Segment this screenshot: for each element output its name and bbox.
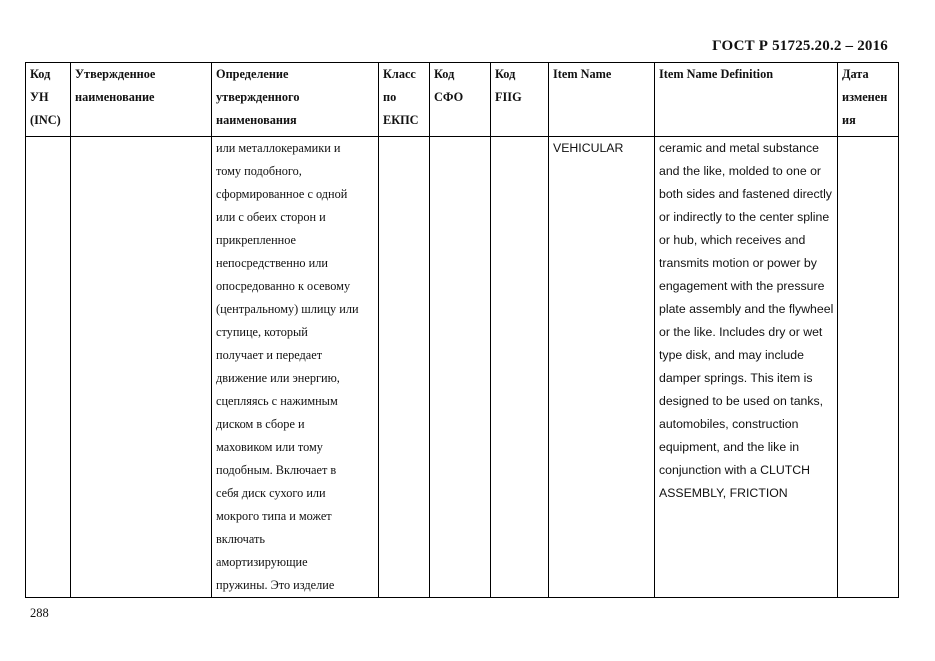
text-line: automobiles, construction: [659, 417, 799, 431]
header-approved-name: Утвержденное наименование: [71, 63, 212, 137]
text-line: включать: [216, 532, 265, 546]
text-line: непосредственно или: [216, 256, 328, 270]
header-item-name: Item Name: [549, 63, 655, 137]
cell-item-name-definition: [655, 137, 838, 598]
text-line: диском в сборе и: [216, 417, 305, 431]
cell-class-ekps: [379, 137, 430, 598]
header-definition: Определение утвержденного наименования: [212, 63, 379, 137]
text-line: мокрого типа и может: [216, 509, 332, 523]
header-class-ekps: Класс по ЕКПС: [379, 63, 430, 137]
page-number: 288: [30, 606, 49, 620]
text-line: или с обеих сторон и: [216, 210, 326, 224]
text-line: (центральному) шлицу или: [216, 302, 359, 316]
text-line: сформированное с одной: [216, 187, 348, 201]
text-line: or hub, which receives and: [659, 233, 806, 247]
text-line: plate assembly and the flywheel: [659, 302, 834, 316]
header-code-sfo: Код СФО: [430, 63, 491, 137]
text-line: движение или энергию,: [216, 371, 340, 385]
cell-code-sfo: [430, 137, 491, 598]
text-line: or indirectly to the center spline: [659, 210, 830, 224]
text-line: engagement with the pressure: [659, 279, 825, 293]
text-line: or the like. Includes dry or wet: [659, 325, 823, 339]
table-row: [26, 137, 899, 598]
text-line: подобным. Включает в: [216, 463, 337, 477]
text-line: transmits motion or power by: [659, 256, 817, 270]
text-line: and the like, molded to one or: [659, 164, 822, 178]
cell-code-fiig: [491, 137, 549, 598]
text-line: маховиком или тому: [216, 440, 323, 454]
text-line: both sides and fastened directly: [659, 187, 832, 201]
text-line: conjunction with a CLUTCH: [659, 463, 811, 477]
cell-definition-ru: [212, 137, 379, 598]
document-code: ГОСТ Р 51725.20.2 – 2016: [712, 38, 888, 54]
cell-inc: [26, 137, 71, 598]
cell-change-date: [838, 137, 899, 598]
text-line: или металлокерамики и: [216, 141, 341, 155]
catalog-table: [25, 62, 899, 598]
table-header-row: [26, 63, 899, 137]
text-line: тому подобного,: [216, 164, 302, 178]
text-line: ступице, который: [216, 325, 308, 339]
text-line: себя диск сухого или: [216, 486, 326, 500]
header-code-fiig: Код FIIG: [491, 63, 549, 137]
header-inc: Код УН (INC): [26, 63, 71, 137]
text-line: опосредованно к осевому: [216, 279, 351, 293]
text-line: type disk, and may include: [659, 348, 804, 362]
text-line: equipment, and the like in: [659, 440, 800, 454]
cell-item-name: VEHICULAR: [549, 137, 655, 598]
text-line: получает и передает: [216, 348, 323, 362]
text-line: прикрепленное: [216, 233, 296, 247]
text-line: ASSEMBLY, FRICTION: [659, 486, 788, 500]
text-line: сцепляясь с нажимным: [216, 394, 338, 408]
text-line: амортизирующие: [216, 555, 308, 569]
text-line: damper springs. This item is: [659, 371, 813, 385]
header-item-name-definition: Item Name Definition: [655, 63, 838, 137]
text-line: designed to be used on tanks,: [659, 394, 824, 408]
text-line: ceramic and metal substance: [659, 141, 819, 155]
text-line: пружины. Это изделие: [216, 578, 335, 592]
cell-approved-name: [71, 137, 212, 598]
header-change-date: Дата изменен ия: [838, 63, 899, 137]
